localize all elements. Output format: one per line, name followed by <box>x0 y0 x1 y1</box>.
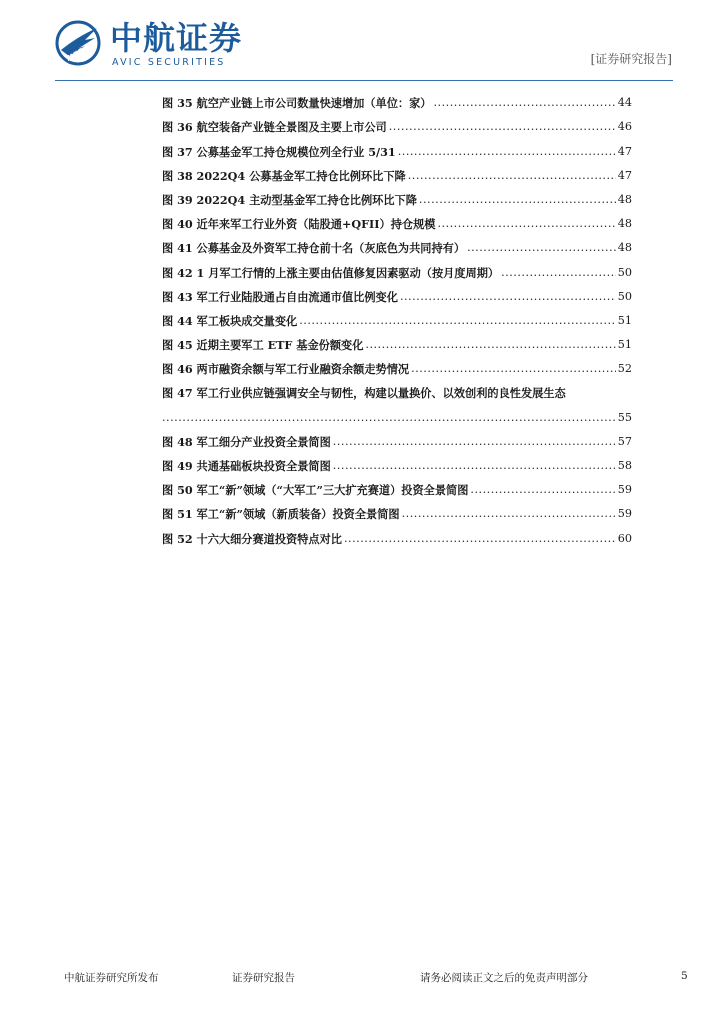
toc-entry-page: 47 <box>617 144 632 158</box>
toc-entry-label: 图 40 近年来军工行业外资（陆股通+QFII）持仓规模 <box>162 217 436 232</box>
toc-entry-page: 59 <box>617 483 632 497</box>
toc-entry-page: 48 <box>617 241 632 255</box>
toc-entry[interactable] <box>162 497 632 521</box>
toc-leader-dots <box>467 241 616 255</box>
page-number: 5 <box>681 970 688 982</box>
toc-leader-dots <box>419 193 616 207</box>
toc-entry-continuation[interactable] <box>162 400 632 424</box>
toc-entry[interactable] <box>162 207 632 231</box>
toc-entry-page: 46 <box>617 120 632 134</box>
toc-entry-label: 图 38 2022Q4 公募基金军工持仓比例环比下降 <box>162 168 406 183</box>
avic-logo-icon <box>55 20 101 66</box>
page-header <box>0 0 724 84</box>
toc-leader-dots <box>402 507 616 521</box>
toc-entry-page: 51 <box>617 338 632 352</box>
toc-entry[interactable] <box>162 449 632 473</box>
toc-entry[interactable] <box>162 86 632 110</box>
toc-entry[interactable] <box>162 328 632 352</box>
toc-entry-label: 图 50 军工“新”领域（“大军工”三大扩充赛道）投资全景简图 <box>162 483 469 498</box>
toc-entry-page: 44 <box>617 96 632 110</box>
toc-leader-dots <box>400 290 616 304</box>
toc-entry-label: 图 47 军工行业供应链强调安全与韧性，构建以量换价、以效创利的良性发展生态 <box>162 386 566 401</box>
toc-leader-dots <box>333 435 616 449</box>
toc-entry[interactable] <box>162 183 632 207</box>
toc-entry-page: 59 <box>617 507 632 521</box>
toc-entry[interactable] <box>162 134 632 158</box>
toc-entry-page: 47 <box>617 168 632 182</box>
toc-leader-dots <box>411 362 616 376</box>
toc-entry-label: 图 43 军工行业陆股通占自由流通市值比例变化 <box>162 289 398 304</box>
brand-name-cn: 中航证券 <box>110 19 243 57</box>
toc-entry-label: 图 41 公募基金及外资军工持仓前十名（灰底色为共同持有） <box>162 241 466 256</box>
footer-publisher: 中航证券研究所发布 <box>64 972 159 984</box>
toc-entry-label: 图 37 公募基金军工持仓规模位列全行业 5/31 <box>162 144 396 159</box>
toc-entry-page: 48 <box>617 192 632 206</box>
toc-entry[interactable] <box>162 280 632 304</box>
toc-entry-page: 55 <box>617 410 632 424</box>
toc-entry[interactable] <box>162 255 632 279</box>
toc-leader-dots <box>365 338 615 352</box>
toc-entry-label: 图 48 军工细分产业投资全景简图 <box>162 434 331 449</box>
toc-entry-page: 52 <box>617 362 632 376</box>
report-type-label: [证券研究报告] <box>590 52 672 66</box>
toc-leader-dots <box>501 266 616 280</box>
toc-entry-page: 48 <box>617 217 632 231</box>
toc-entry-page: 50 <box>617 265 632 279</box>
toc-entry-page: 58 <box>617 459 632 472</box>
header-divider <box>55 80 673 81</box>
toc-leader-dots <box>162 411 616 425</box>
footer-report-type: 证券研究报告 <box>232 972 295 984</box>
toc-leader-dots <box>437 217 615 231</box>
toc-entry-label: 图 46 两市融资余额与军工行业融资余额走势情况 <box>162 362 410 377</box>
toc-leader-dots <box>299 314 616 328</box>
toc-entry[interactable] <box>162 159 632 183</box>
toc-leader-dots <box>470 483 615 497</box>
toc-entry[interactable] <box>162 521 632 545</box>
toc-leader-dots <box>389 120 616 134</box>
toc-entry[interactable] <box>162 231 632 255</box>
toc-entry-label: 图 45 近期主要军工 ETF 基金份额变化 <box>162 338 364 353</box>
toc-leader-dots <box>344 532 616 546</box>
toc-entry-label: 图 35 航空产业链上市公司数量快速增加（单位：家） <box>162 96 432 111</box>
toc-leader-dots <box>434 96 616 110</box>
toc-leader-dots <box>333 459 616 473</box>
footer-disclaimer: 请务必阅读正文之后的免责声明部分 <box>420 972 588 984</box>
toc-entry-page: 60 <box>617 531 632 545</box>
toc-entry[interactable] <box>162 473 632 497</box>
toc-entry-label: 图 44 军工板块成交量变化 <box>162 313 298 328</box>
logo-text: AVIC <box>65 46 85 63</box>
toc-entry[interactable] <box>162 110 632 134</box>
toc-entry-page: 50 <box>617 289 632 303</box>
toc-entry[interactable] <box>162 425 632 449</box>
toc-leader-dots <box>408 169 616 183</box>
toc-entry-label: 图 51 军工“新”领域（新质装备）投资全景简图 <box>162 507 400 522</box>
figure-list <box>162 86 632 546</box>
toc-entry-label: 图 39 2022Q4 主动型基金军工持仓比例环比下降 <box>162 192 417 207</box>
toc-entry[interactable] <box>162 352 632 376</box>
toc-entry-page: 51 <box>617 313 632 327</box>
toc-entry[interactable] <box>162 376 632 400</box>
toc-entry-label: 图 36 航空装备产业链全景图及主要上市公司 <box>162 120 387 135</box>
toc-entry-page: 57 <box>617 434 632 448</box>
page-footer <box>0 970 724 1000</box>
brand-name-en: AVIC SECURITIES <box>112 57 226 68</box>
toc-leader-dots <box>398 145 616 159</box>
toc-entry[interactable] <box>162 304 632 328</box>
toc-entry-label: 图 42 1 月军工行情的上涨主要由估值修复因素驱动（按月度周期） <box>162 265 500 280</box>
toc-entry-label: 图 49 共通基础板块投资全景简图 <box>162 459 331 473</box>
toc-entry-label: 图 52 十六大细分赛道投资特点对比 <box>162 531 342 546</box>
